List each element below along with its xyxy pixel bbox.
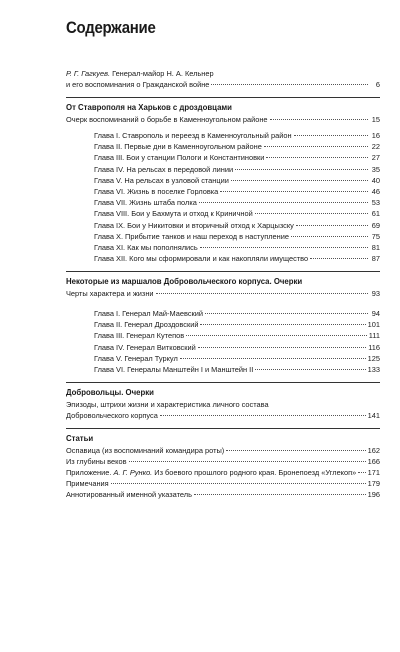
toc-entry[interactable] [66, 152, 380, 163]
entry-title: Примечания [66, 479, 109, 489]
page-number: 116 [368, 342, 380, 352]
toc-entry-text: Глава V. Генерал Туркул [94, 353, 178, 363]
page-number: 81 [371, 242, 380, 252]
dot-leader [296, 224, 368, 226]
page-number: 171 [367, 467, 380, 477]
toc-entry[interactable] [66, 308, 380, 319]
toc-entry[interactable] [66, 130, 380, 141]
page-number: 141 [367, 410, 380, 420]
dot-leader [205, 312, 368, 314]
dot-leader [235, 168, 368, 170]
page-number: 93 [371, 288, 380, 298]
page-number: 125 [367, 353, 380, 363]
toc-entry-text: Глава I. Ставрополь и переезд в Каменноугольный район [94, 131, 292, 141]
toc-entry[interactable] [66, 197, 380, 208]
toc-entry-text: Глава IX. Бои у Никитовки и вторичный отход к Харцызску [94, 220, 294, 230]
toc-entry-text: Глава III. Генерал Кутепов [94, 331, 185, 341]
toc-entry[interactable] [66, 456, 380, 467]
toc-entry-text [66, 489, 192, 500]
page-number: 75 [371, 231, 380, 241]
page-number: 166 [367, 456, 380, 466]
page-number: 179 [367, 479, 380, 489]
entry-title: Из глубины веков [66, 456, 127, 466]
toc-entry-text: Глава VI. Жизнь в поселке Горловка [94, 187, 219, 196]
toc-entry-text [66, 445, 224, 456]
section2-chapter-list [66, 308, 380, 375]
toc-entry-text: Добровольческого корпуса [66, 410, 158, 420]
page-number: 35 [371, 164, 380, 174]
section-heading: Некоторые из маршалов Добровольческого корпуса. Очерки [66, 277, 303, 287]
dot-leader [266, 156, 368, 158]
page-number: 87 [371, 254, 380, 264]
toc-entry[interactable] [66, 342, 380, 353]
page-number: 61 [371, 209, 380, 219]
entry-title: Оспавица (из воспоминаний командира роты) [66, 445, 225, 455]
toc-entry-text: Очерк воспоминаний о борьбе в Каменноугольном районе [66, 114, 268, 124]
table-of-contents [66, 68, 380, 500]
toc-entry[interactable] [66, 330, 380, 341]
entry-title: Из боевого прошлого родного края. Бронепоезд «Углекоп» [152, 467, 357, 477]
toc-entry-text: Глава XI. Как мы пополнялись [94, 242, 198, 252]
toc-entry-text: Глава VII. Жизнь штаба полка [94, 198, 197, 208]
toc-entry-text: Глава IV. На рельсах в передовой линии [94, 164, 234, 174]
dot-leader [211, 83, 368, 85]
intro-line-1 [66, 68, 380, 79]
toc-entry-text: Глава X. Прибытие танков и наш переход в наступление [94, 231, 289, 241]
toc-entry[interactable] [66, 364, 380, 375]
toc-entry[interactable] [66, 467, 380, 478]
section4-item-list [66, 445, 380, 501]
dot-leader [255, 212, 368, 214]
dot-leader [186, 334, 367, 336]
toc-entry[interactable] [66, 220, 380, 231]
toc-entry-text [66, 467, 356, 478]
section-subtitle-entry[interactable] [66, 288, 380, 299]
toc-entry-text [66, 478, 109, 489]
page-number: 40 [371, 175, 380, 185]
section-heading: От Ставрополя на Харьков с дроздовцами [66, 103, 232, 113]
toc-entry-text: Глава IV. Генерал Витковский [94, 342, 196, 352]
section1-chapter-list [66, 130, 380, 264]
toc-entry[interactable] [66, 253, 380, 264]
dot-leader [200, 246, 368, 248]
dot-leader [129, 460, 366, 462]
dot-leader [270, 118, 368, 120]
toc-entry-text: Черты характера и жизни [66, 288, 154, 298]
toc-entry-text: Глава I. Генерал Май-Маевский [94, 309, 203, 318]
toc-entry[interactable] [66, 164, 380, 175]
dot-leader [310, 257, 368, 259]
page-number: 53 [371, 198, 380, 208]
dot-leader [226, 449, 365, 451]
toc-entry[interactable] [66, 175, 380, 186]
dot-leader [200, 323, 365, 325]
toc-entry[interactable] [66, 242, 380, 253]
dot-leader [198, 346, 366, 348]
dot-leader [255, 368, 365, 370]
page-number: 22 [371, 142, 380, 152]
dot-leader [156, 292, 368, 294]
toc-entry-text: Глава VIII. Бои у Бахмута и отход к Криничной [94, 209, 253, 219]
page-number: 15 [371, 114, 380, 124]
page-number: 27 [371, 153, 380, 163]
page-number: 162 [367, 445, 380, 455]
page-number: 16 [371, 131, 380, 141]
entry-prefix: Приложение. [66, 467, 114, 477]
intro-title: Генерал-майор Н. А. Кельнер [110, 69, 214, 78]
page-number: 69 [371, 220, 380, 230]
entry-author: А. Г. Рунко. [113, 467, 153, 477]
toc-entry-text: и его воспоминания о Гражданской войне [66, 80, 210, 90]
page-number: 46 [371, 187, 380, 196]
toc-entry-text: Глава II. Генерал Дроздовский [94, 320, 199, 330]
toc-entry[interactable] [66, 445, 380, 456]
page-number: 94 [371, 309, 380, 318]
dot-leader [180, 357, 366, 359]
toc-entry-text [66, 456, 127, 467]
page-number: 6 [375, 80, 380, 90]
toc-entry[interactable] [66, 141, 380, 152]
page-number: 133 [367, 364, 380, 374]
toc-entry-text: Глава VI. Генералы Манштейн I и Манштейн II [94, 364, 254, 374]
toc-entry[interactable] [66, 410, 380, 421]
section-subtitle-entry[interactable] [66, 114, 380, 125]
entry-title: Аннотированный именной указатель [66, 490, 192, 500]
page-title: Содержание [66, 18, 156, 37]
toc-entry[interactable] [66, 208, 380, 219]
dot-leader [220, 190, 368, 192]
section-heading: Статьи [66, 434, 94, 443]
dot-leader [231, 179, 368, 181]
dot-leader [111, 482, 366, 484]
intro-line-2[interactable] [66, 79, 380, 90]
dot-leader [291, 235, 368, 237]
dot-leader [294, 134, 368, 136]
page-number: 196 [367, 490, 380, 500]
toc-entry[interactable] [66, 478, 380, 489]
dot-leader [358, 471, 365, 473]
toc-entry[interactable] [66, 186, 380, 197]
toc-entry-line: Эпизоды, штрихи жизни и характеристика личного состава [66, 399, 269, 409]
dot-leader [194, 493, 366, 495]
dot-leader [264, 145, 368, 147]
toc-entry[interactable] [66, 231, 380, 242]
dot-leader [160, 414, 366, 416]
intro-author: Р. Г. Гагкуев. [66, 69, 111, 78]
toc-entry[interactable] [66, 353, 380, 364]
toc-entry-text: Глава II. Первые дни в Каменноугольном районе [94, 142, 262, 152]
toc-entry[interactable] [66, 489, 380, 500]
section-heading: Добровольцы. Очерки [66, 388, 154, 398]
toc-entry-text: Глава XII. Кого мы сформировали и как накопляли имущество [94, 254, 309, 264]
toc-entry-text: Глава III. Бои у станции Пологи и Константиновки [94, 153, 265, 163]
dot-leader [199, 201, 368, 203]
page-number: 101 [367, 320, 380, 330]
toc-entry[interactable] [66, 319, 380, 330]
page-number: 111 [368, 331, 380, 341]
toc-entry-text: Глава V. На рельсах в узловой станции [94, 175, 229, 185]
